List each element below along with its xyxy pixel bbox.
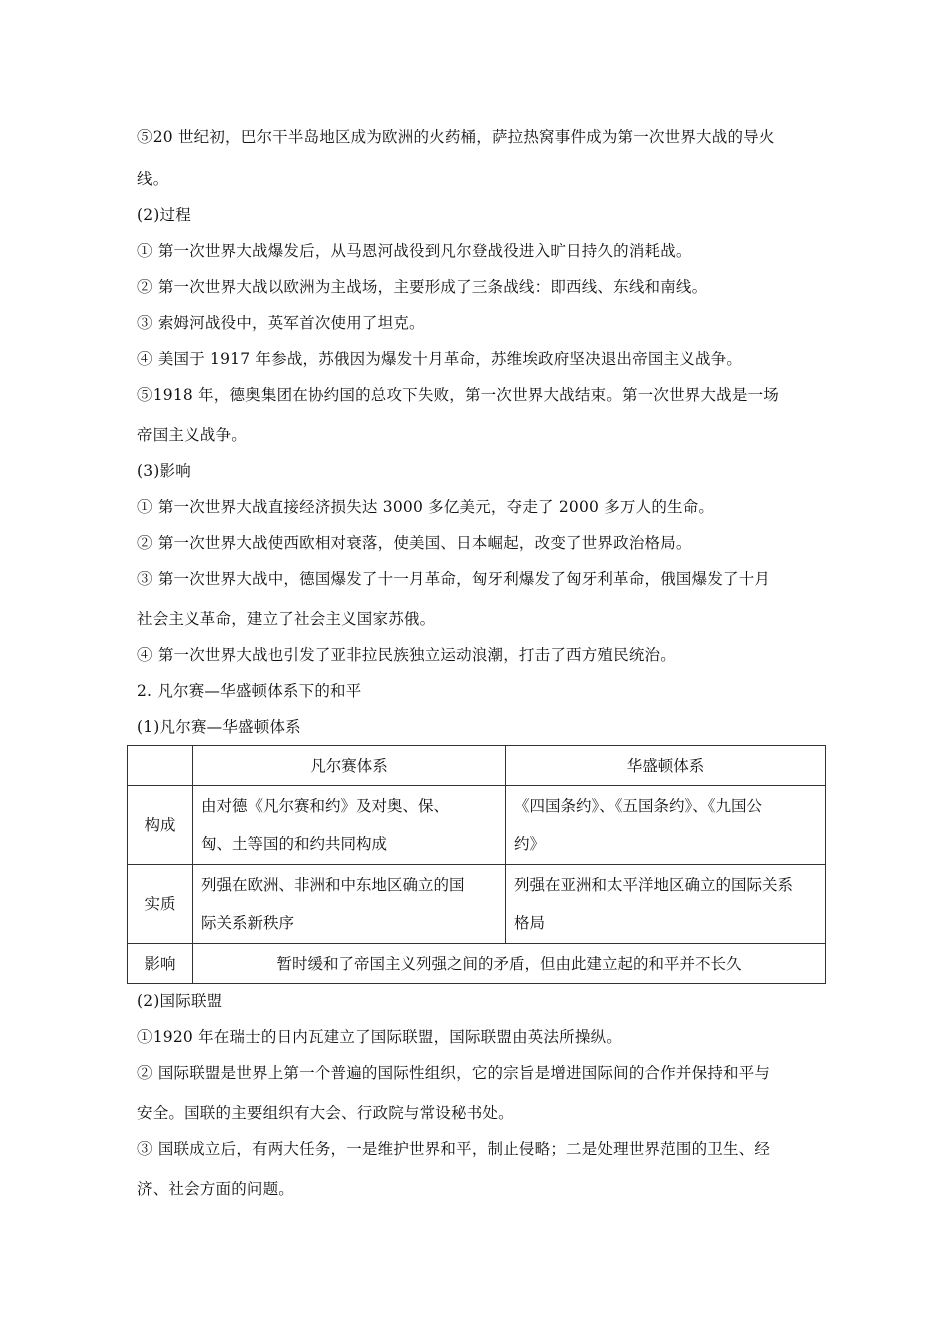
table-corner-cell [128,746,193,786]
row-label: 实质 [128,865,193,944]
paragraph-line: ① 第一次世界大战爆发后，从马恩河战役到凡尔登战役进入旷日持久的消耗战。 [137,242,692,260]
paragraph-line: ② 第一次世界大战使西欧相对衰落，使美国、日本崛起，改变了世界政治格局。 [137,534,692,552]
table-merged-cell: 暂时缓和了帝国主义列强之间的矛盾，但由此建立起的和平并不长久 [193,944,826,984]
section-heading: (3)影响 [137,462,191,480]
paragraph-line: ② 第一次世界大战以欧洲为主战场，主要形成了三条战线：即西线、东线和南线。 [137,278,708,296]
table-header-cell: 华盛顿体系 [506,746,826,786]
cell-line: 匈、土等国的和约共同构成 [201,835,388,853]
comparison-table [127,745,826,984]
cell-line: 《四国条约》、《五国条约》、《九国公 [514,797,763,815]
table-cell [193,865,506,944]
row-label: 构成 [128,786,193,865]
section-heading: (2)国际联盟 [137,992,223,1010]
section-heading: 2. 凡尔赛—华盛顿体系下的和平 [137,682,362,700]
paragraph-line: ⑤20 世纪初，巴尔干半岛地区成为欧洲的火药桶，萨拉热窝事件成为第一次世界大战的导火 [137,128,775,146]
table-row [128,865,826,944]
cell-line: 格局 [514,914,546,932]
table-header-row [128,746,826,786]
table-header-cell: 凡尔赛体系 [193,746,506,786]
paragraph-line: ⑤1918 年，德奥集团在协约国的总攻下失败，第一次世界大战结束。第一次世界大战是一场 [137,386,779,404]
paragraph-line: ① 第一次世界大战直接经济损失达 3000 多亿美元，夺走了 2000 多万人的生命。 [137,498,715,516]
paragraph-line: ② 国际联盟是世界上第一个普遍的国际性组织，它的宗旨是增进国际间的合作并保持和平与 [137,1064,771,1082]
table-cell [506,786,826,865]
row-label: 影响 [128,944,193,984]
paragraph-line: ④ 美国于 1917 年参战，苏俄因为爆发十月革命，苏维埃政府坚决退出帝国主义战争。 [137,350,743,368]
paragraph-line: ③ 国联成立后，有两大任务，一是维护世界和平，制止侵略；二是处理世界范围的卫生、经 [137,1140,771,1158]
table-row [128,944,826,984]
cell-line: 列强在欧洲、非洲和中东地区确立的国 [201,876,465,894]
paragraph-line: 社会主义革命，建立了社会主义国家苏俄。 [137,610,436,628]
cell-line: 际关系新秩序 [201,914,295,932]
table-cell [506,865,826,944]
paragraph-line: ③ 第一次世界大战中，德国爆发了十一月革命，匈牙利爆发了匈牙利革命，俄国爆发了十月 [137,570,771,588]
table-row [128,786,826,865]
cell-line: 由对德《凡尔赛和约》及对奥、保、 [201,797,450,815]
section-heading: (2)过程 [137,206,191,224]
paragraph-line: ①1920 年在瑞士的日内瓦建立了国际联盟，国际联盟由英法所操纵。 [137,1028,622,1046]
cell-line: 列强在亚洲和太平洋地区确立的国际关系 [514,876,794,894]
table-cell [193,786,506,865]
paragraph-line: 济、社会方面的问题。 [137,1180,295,1198]
paragraph-line: 安全。国联的主要组织有大会、行政院与常设秘书处。 [137,1104,514,1122]
cell-line: 约》 [514,835,546,853]
paragraph-line: ③ 索姆河战役中，英军首次使用了坦克。 [137,314,425,332]
paragraph-line: 帝国主义战争。 [137,426,247,444]
paragraph-line: 线。 [137,170,169,188]
section-heading: (1)凡尔赛—华盛顿体系 [137,718,301,736]
paragraph-line: ④ 第一次世界大战也引发了亚非拉民族独立运动浪潮，打击了西方殖民统治。 [137,646,676,664]
